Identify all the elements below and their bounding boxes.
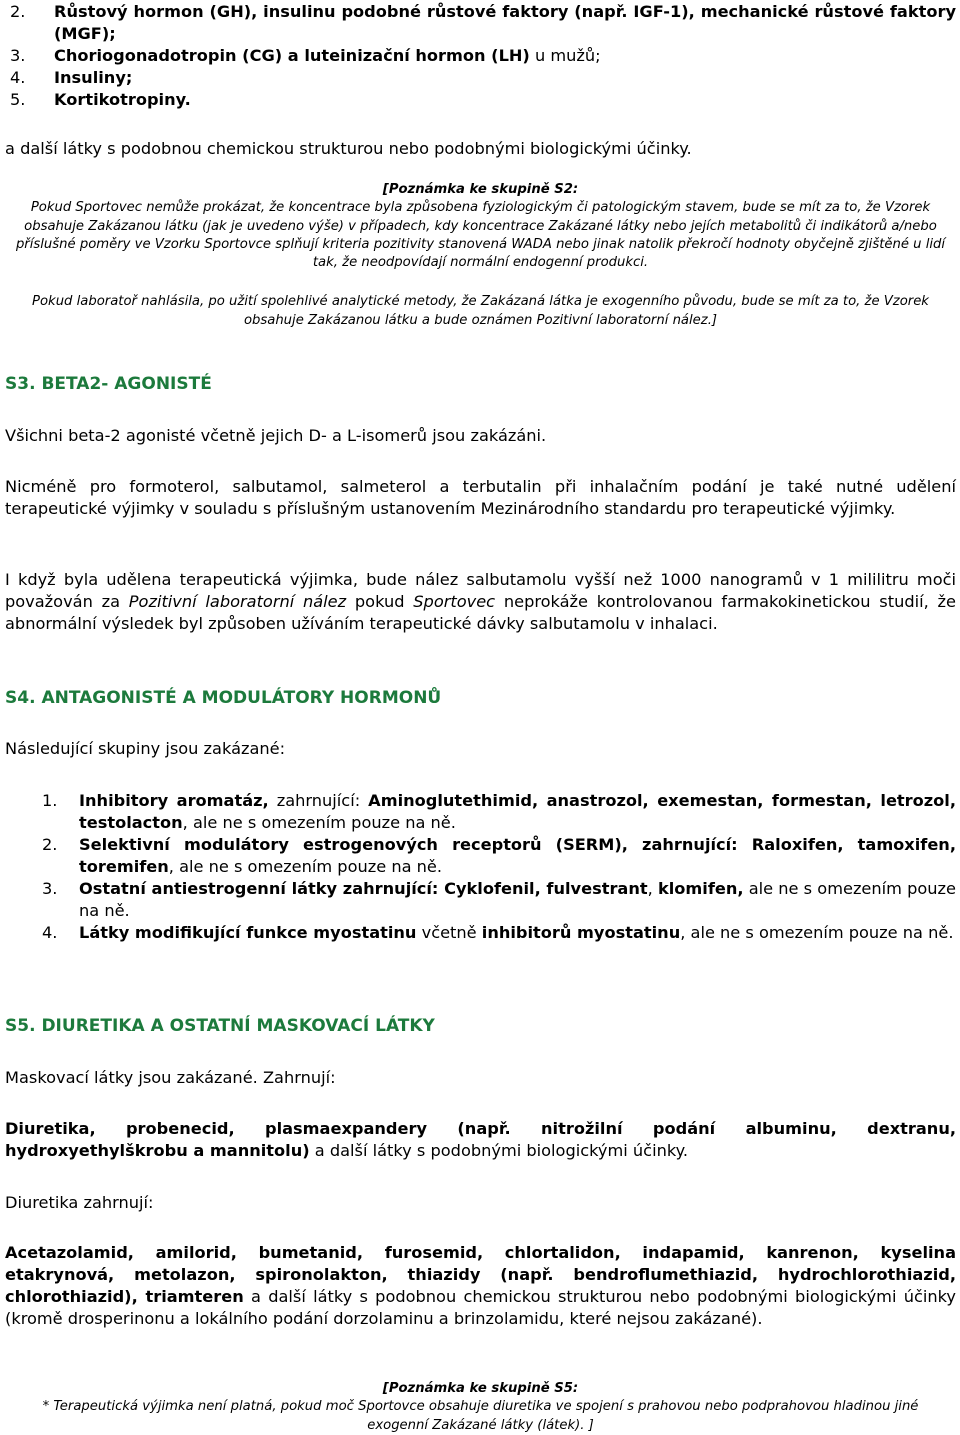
list-item-text: ale ne s omezením pouze na ně. bbox=[79, 879, 957, 920]
list-item bbox=[5, 922, 956, 944]
list-item-text: včetně bbox=[416, 923, 482, 942]
list-item-text: zahrnující: bbox=[268, 791, 369, 810]
text-run-bold: Diuretika, probenecid, plasmaexpandery (např. nitrožilní podání albuminu, dextranu, hydroxyethylškrobu a mannitolu) bbox=[5, 1119, 956, 1160]
section-heading-s3: S3. BETA2- AGONISTÉ bbox=[5, 374, 212, 394]
list-item-bold: Selektivní modulátory estrogenových receptorů (SERM), zahrnující: Raloxifen, tamoxifen, toremifen bbox=[79, 835, 956, 876]
s5-paragraph bbox=[5, 1118, 956, 1162]
note-title: [Poznámka ke skupině S5: bbox=[382, 1381, 579, 1396]
note-paragraph: * Terapeutická výjimka není platná, pokud moč Sportovce obsahuje diuretika ve spojení s prahovou nebo podprahovou hladinou jiné exogenní Zakázané látky (látek). ] bbox=[42, 1399, 919, 1433]
text-run: a další látky s podobnou chemickou strukturou nebo podobnými biologickými účinky (kromě drosperinonu a lokálního podání dorzolaminu a brinzolamidu, které nejsou zakázané). bbox=[5, 1287, 956, 1328]
list-item-text: , ale ne s omezením pouze na ně. bbox=[182, 813, 456, 832]
list-item-rest: u mužů; bbox=[529, 46, 601, 65]
s3-paragraph bbox=[5, 569, 956, 635]
list-item bbox=[5, 790, 956, 834]
list-item-bold: inhibitorů myostatinu bbox=[481, 923, 681, 942]
text-run: I když byla udělena terapeutická výjimka, bude nález salbutamolu vyšší než 1000 nanogramů v 1 mililitru moči považován za bbox=[5, 570, 956, 611]
s5-paragraph bbox=[5, 1242, 956, 1330]
note-s5 bbox=[5, 1380, 956, 1435]
list-item-text: , ale ne s omezením pouze na ně. bbox=[680, 923, 954, 942]
list-item-bold: Ostatní antiestrogenní látky zahrnující: Cyklofenil, fulvestrant bbox=[79, 879, 648, 898]
note-s2 bbox=[5, 181, 956, 330]
hormone-list-continued bbox=[0, 1, 956, 111]
s5-paragraph: Diuretika zahrnují: bbox=[5, 1193, 154, 1212]
list-item-bold: Aminoglutethimid, anastrozol, exemestan, formestan, letrozol, testolacton bbox=[79, 791, 957, 832]
list-item-text: Choriogonadotropin (CG) a luteinizační hormon (LH) bbox=[54, 46, 530, 65]
note-title: [Poznámka ke skupině S2: bbox=[382, 182, 579, 197]
list-item-text: Insuliny; bbox=[54, 68, 133, 87]
list-item bbox=[0, 89, 956, 111]
section-heading-s5: S5. DIURETIKA A OSTATNÍ MASKOVACÍ LÁTKY bbox=[5, 1016, 435, 1036]
list-item-bold: Látky modifikující funkce myostatinu bbox=[79, 923, 417, 942]
list-number: 2. bbox=[10, 2, 26, 21]
list-number: 5. bbox=[10, 90, 26, 109]
list-number: 2. bbox=[42, 835, 58, 854]
list-number: 4. bbox=[42, 923, 58, 942]
text-run: pokud bbox=[346, 592, 414, 611]
list-number: 3. bbox=[42, 879, 58, 898]
list-item-bold: Inhibitory aromatáz, bbox=[79, 791, 269, 810]
section-heading-s4: S4. ANTAGONISTÉ A MODULÁTORY HORMONŮ bbox=[5, 688, 442, 708]
list-item bbox=[0, 45, 956, 67]
list-item-text: , ale ne s omezením pouze na ně. bbox=[168, 857, 443, 876]
list-item-bold: klomifen, bbox=[657, 879, 744, 898]
s5-intro: Maskovací látky jsou zakázané. Zahrnují: bbox=[5, 1068, 336, 1087]
list-number: 4. bbox=[10, 68, 26, 87]
text-run-italic: Pozitivní laboratorní nález bbox=[128, 592, 347, 611]
list-item-text: , bbox=[647, 879, 658, 898]
text-run-bold: Acetazolamid, amilorid, bumetanid, furosemid, chlortalidon, indapamid, kanrenon, kyselina etakrynová, metolazon, spironolakton, thiazidy (např. bendroflumethiazid, hydrochlorothiazid, chlorothiazid), triamteren bbox=[5, 1243, 956, 1306]
note-paragraph: Pokud Sportovec nemůže prokázat, že koncentrace byla způsobena fyziologickým či patologickým stavem, bude se mít za to, že Vzorek obsahuje Zakázanou látku (jak je uvedeno výše) v případech, kdy koncentrace Zakázané látky nebo jejích metabolitů či indikátorů a/nebo příslušné poměry ve Vzorku Sportovce splňují kriteria pozitivity stanovená WADA nebo jinak natolik překročí hodnoty obyčejně zjištěné u lidí tak, že neodpovídají normální endogenní produkci. bbox=[15, 200, 946, 271]
list-number: 3. bbox=[10, 46, 26, 65]
list-item bbox=[0, 67, 956, 89]
list-item-text: Růstový hormon (GH), insulinu podobné růstové faktory (např. IGF-1), mechanické růstové faktory (MGF); bbox=[54, 2, 956, 43]
text-run: a další látky s podobnými biologickými účinky. bbox=[309, 1141, 689, 1160]
note-paragraph: Pokud laboratoř nahlásila, po užití spolehlivé analytické metody, že Zakázaná látka je exogenního původu, bude se mít za to, že Vzorek obsahuje Zakázanou látku a bude oznámen Pozitivní laboratorní nález.] bbox=[32, 294, 929, 328]
list-item bbox=[5, 878, 956, 922]
s2-closing-text: a další látky s podobnou chemickou strukturou nebo podobnými biologickými účinky. bbox=[5, 139, 692, 158]
text-run: neprokáže kontrolovanou farmakokinetickou studií, že abnormální výsledek byl způsoben užíváním terapeutické dávky salbutamolu v inhalaci. bbox=[5, 592, 956, 633]
s3-paragraph: Všichni beta-2 agonisté včetně jejich D- a L-isomerů jsou zakázáni. bbox=[5, 426, 547, 445]
list-number: 1. bbox=[42, 791, 58, 810]
list-item bbox=[5, 834, 956, 878]
s3-paragraph: Nicméně pro formoterol, salbutamol, salmeterol a terbutalin při inhalačním podání je také nutné udělení terapeutické výjimky v souladu s příslušným ustanovením Mezinárodního standardu pro terapeutické výjimky. bbox=[5, 477, 956, 518]
list-item bbox=[0, 1, 956, 45]
s4-list bbox=[5, 790, 956, 944]
s4-intro: Následující skupiny jsou zakázané: bbox=[5, 739, 286, 758]
text-run-italic: Sportovec bbox=[413, 592, 496, 611]
list-item-text: Kortikotropiny. bbox=[54, 90, 191, 109]
